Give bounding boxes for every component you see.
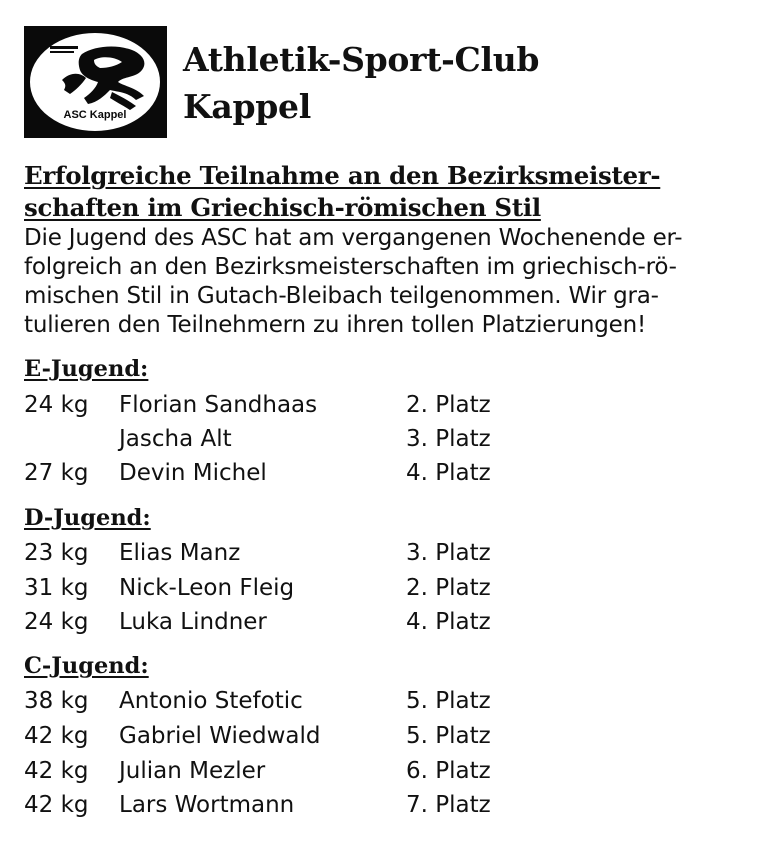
athlete-name: Florian Sandhaas [119,392,318,418]
placement: 2. Platz [406,575,491,601]
group-heading-e-jugend: E-Jugend: [24,356,149,382]
intro-line: tulieren den Teilnehmern zu ihren tollen Platzierungen! [24,312,646,338]
weight-class: 23 kg [24,540,89,566]
athlete-name: Antonio Stefotic [119,688,303,714]
weight-class: 31 kg [24,575,89,601]
article-heading-line-1: Erfolgreiche Teilnahme an den Bezirksmeister- [24,161,661,190]
logo-text: ASC Kappel [63,109,127,121]
result-row [24,422,724,456]
result-row [24,388,724,422]
intro-line: Die Jugend des ASC hat am vergangenen Wochenende er- [24,225,683,251]
placement: 3. Platz [406,426,491,452]
placement: 5. Platz [406,723,491,749]
athlete-name: Gabriel Wiedwald [119,723,321,749]
weight-class: 42 kg [24,792,89,818]
group-heading-d-jugend: D-Jugend: [24,505,151,531]
result-row [24,719,724,753]
weight-class: 42 kg [24,723,89,749]
result-row [24,788,724,822]
weight-class: 24 kg [24,609,89,635]
weight-class: 38 kg [24,688,89,714]
placement: 4. Platz [406,460,491,486]
weight-class: 27 kg [24,460,89,486]
weight-class: 42 kg [24,758,89,784]
placement: 4. Platz [406,609,491,635]
placement: 5. Platz [406,688,491,714]
result-row [24,605,724,639]
article-heading [24,160,734,224]
placement: 6. Platz [406,758,491,784]
result-row [24,456,724,490]
club-name-line-2: Kappel [183,87,311,126]
result-row [24,684,724,718]
club-name [183,36,539,130]
athlete-name: Devin Michel [119,460,267,486]
intro-line: folgreich an den Bezirksmeisterschaften im griechisch-rö- [24,254,677,280]
athlete-name: Nick-Leon Fleig [119,575,295,601]
group-heading-c-jugend: C-Jugend: [24,653,149,679]
result-row [24,536,724,570]
result-row [24,571,724,605]
article-intro [24,224,736,340]
club-name-line-1: Athletik-Sport-Club [183,40,540,79]
placement: 7. Platz [406,792,491,818]
club-header [24,26,539,138]
athlete-name: Luka Lindner [119,609,267,635]
placement: 3. Platz [406,540,491,566]
result-row [24,754,724,788]
article-heading-line-2: schaften im Griechisch-römischen Stil [24,193,541,222]
intro-line: mischen Stil in Gutach-Bleibach teilgenommen. Wir gra- [24,283,659,309]
athlete-name: Jascha Alt [119,426,232,452]
wrestlers-emblem-icon [24,26,167,138]
athlete-name: Julian Mezler [119,758,266,784]
athlete-name: Elias Manz [119,540,241,566]
weight-class: 24 kg [24,392,89,418]
club-logo [24,26,167,138]
placement: 2. Platz [406,392,491,418]
athlete-name: Lars Wortmann [119,792,295,818]
